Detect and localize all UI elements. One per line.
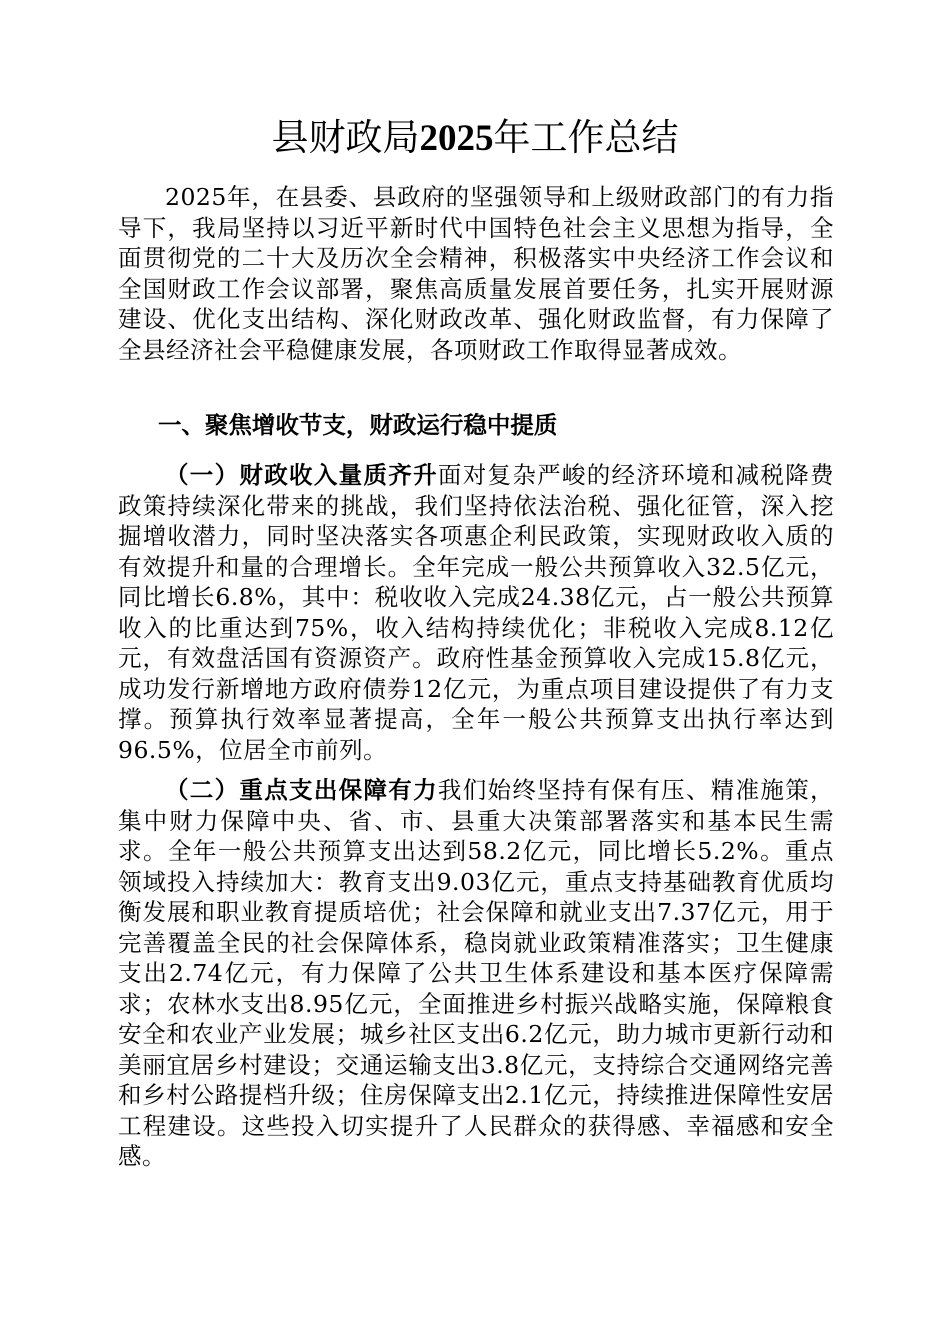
document-title [0,113,950,164]
paragraph-revenue [118,460,834,765]
section-heading-1: 一、聚焦增收节支，财政运行稳中提质 [157,411,558,439]
paragraph-expenditure-text: 我们始终坚持有保有压、精准施策，集中财力保障中央、省、市、县重大决策部署落实和基本民生需求。全年一般公共预算支出达到58.2亿元，同比增长5.2%。重点领域投入持续加大：教育支出9.03亿元，重点支持基础教育优质均衡发展和职业教育提质培优；社会保障和就业支出7.37亿元，用于完善覆盖全民的社会保障体系，稳岗就业政策精准落实；卫生健康支出2.74亿元，有力保障了公共卫生体系建设和基本医疗保障需求；农林水支出8.95亿元，全面推进乡村振兴战略实施，保障粮食安全和农业产业发展；城乡社区支出6.2亿元，助力城市更新行动和美丽宜居乡村建设；交通运输支出3.8亿元，支持综合交通网络完善和乡村公路提档升级；住房保障支出2.1亿元，持续推进保障性安居工程建设。这些投入切实提升了人民群众的获得感、幸福感和安全感。 [118,776,835,1170]
title-prefix: 县财政局 [271,116,420,159]
paragraph-revenue-text: 面对复杂严峻的经济环境和减税降费政策持续深化带来的挑战，我们坚持依法治税、强化征管，深入挖掘增收潜力，同时坚决落实各项惠企利民政策，实现财政收入质的有效提升和量的合理增长。全年完成一般公共预算收入32.5亿元，同比增长6.8%，其中：税收收入完成24.38亿元，占一般公共预算收入的比重达到75%，收入结构持续优化；非税收入完成8.12亿元，有效盘活国有资源资产。政府性基金预算收入完成15.8亿元，成功发行新增地方政府债券12亿元，为重点项目建设提供了有力支撑。预算执行效率显著提高，全年一般公共预算支出执行率达到96.5%，位居全市前列。 [118,461,835,764]
title-suffix: 年工作总结 [493,116,679,159]
subheading-revenue: （一）财政收入量质齐升 [165,461,438,489]
title-year: 2025 [419,118,494,159]
intro-paragraph: 2025年，在县委、县政府的坚强领导和上级财政部门的有力指导下，我局坚持以习近平新时代中国特色社会主义思想为指导，全面贯彻党的二十大及历次全会精神，积极落实中央经济工作会议和全国财政工作会议部署，聚焦高质量发展首要任务，扎实开展财源建设、优化支出结构、深化财政改革、强化财政监督，有力保障了全县经济社会平稳健康发展，各项财政工作取得显著成效。 [118,183,834,364]
paragraph-expenditure [118,775,834,1172]
subheading-expenditure: （二）重点支出保障有力 [165,776,438,804]
